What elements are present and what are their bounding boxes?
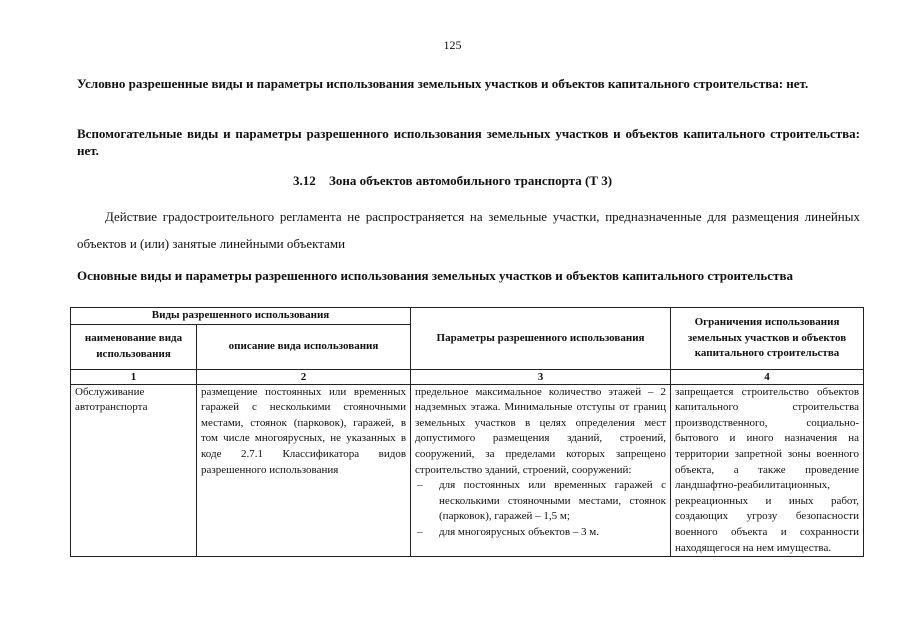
column-number: 3 bbox=[411, 369, 671, 384]
header-use-description: описание вида использования bbox=[197, 324, 411, 369]
section-number: 3.12 bbox=[292, 173, 316, 188]
permitted-uses-table bbox=[70, 307, 864, 557]
column-number: 1 bbox=[71, 369, 197, 384]
use-params-cell bbox=[411, 384, 671, 557]
use-limits-cell: запрещается строительство объектов капитального строительства производственного, социально-бытового и иного назначения на территории запретной зоны военного объекта, а также проведение ландшафтно-реабилитационных, рекреационных и иных работ, создающих угрозу безопасности военного объекта и сохранности находящегося на нем имущества. bbox=[671, 384, 864, 557]
header-params: Параметры разрешенного использования bbox=[411, 308, 671, 370]
auxiliary-uses-paragraph: Вспомогательные виды и параметры разрешенного использования земельных участков и объектов капитального строительства: нет. bbox=[77, 126, 860, 158]
conditional-uses-paragraph: Условно разрешенные виды и параметры использования земельных участков и объектов капитального строительства: нет. bbox=[77, 76, 809, 91]
params-list bbox=[415, 478, 666, 540]
main-uses-heading: Основные виды и параметры разрешенного использования земельных участков и объектов капитального строительства bbox=[77, 268, 793, 283]
use-description-cell: размещение постоянных или временных гаражей с несколькими стояночными местами, стоянок (парковок), гаражей, в том числе многоярусных, не указанных в коде 2.7.1 Классификатора видов разрешенного использования bbox=[197, 384, 411, 557]
params-intro: предельное максимальное количество этажей – 2 надземных этажа. Минимальные отступы от границ земельных участков в целях определения мест допустимого размещения зданий, строений, сооружений, за пределами которых запрещено строительство зданий, строений, сооружений: bbox=[415, 385, 667, 476]
use-name-cell: Обслуживание автотранспорта bbox=[71, 384, 197, 557]
section-heading bbox=[0, 173, 905, 189]
regulation-paragraph: Действие градостроительного регламента не распространяется на земельные участки, предназначенные для размещения линейных объектов и (или) занятые линейными объектами bbox=[77, 209, 860, 251]
column-number: 4 bbox=[671, 369, 864, 384]
header-use-name: наименование вида использования bbox=[71, 324, 197, 369]
section-title: Зона объектов автомобильного транспорта (Т 3) bbox=[328, 173, 613, 188]
table-row bbox=[71, 384, 864, 557]
list-item: – для постоянных или временных гаражей с несколькими стояночными местами, стоянок (парковок), гаражей – 1,5 м; bbox=[415, 478, 666, 525]
page-number: 125 bbox=[443, 38, 462, 52]
header-uses-group: Виды разрешенного использования bbox=[71, 308, 411, 325]
list-item: – для многоярусных объектов – 3 м. bbox=[415, 525, 666, 541]
column-number: 2 bbox=[197, 369, 411, 384]
header-limits: Ограничения использования земельных участков и объектов капитального строительства bbox=[671, 308, 864, 370]
